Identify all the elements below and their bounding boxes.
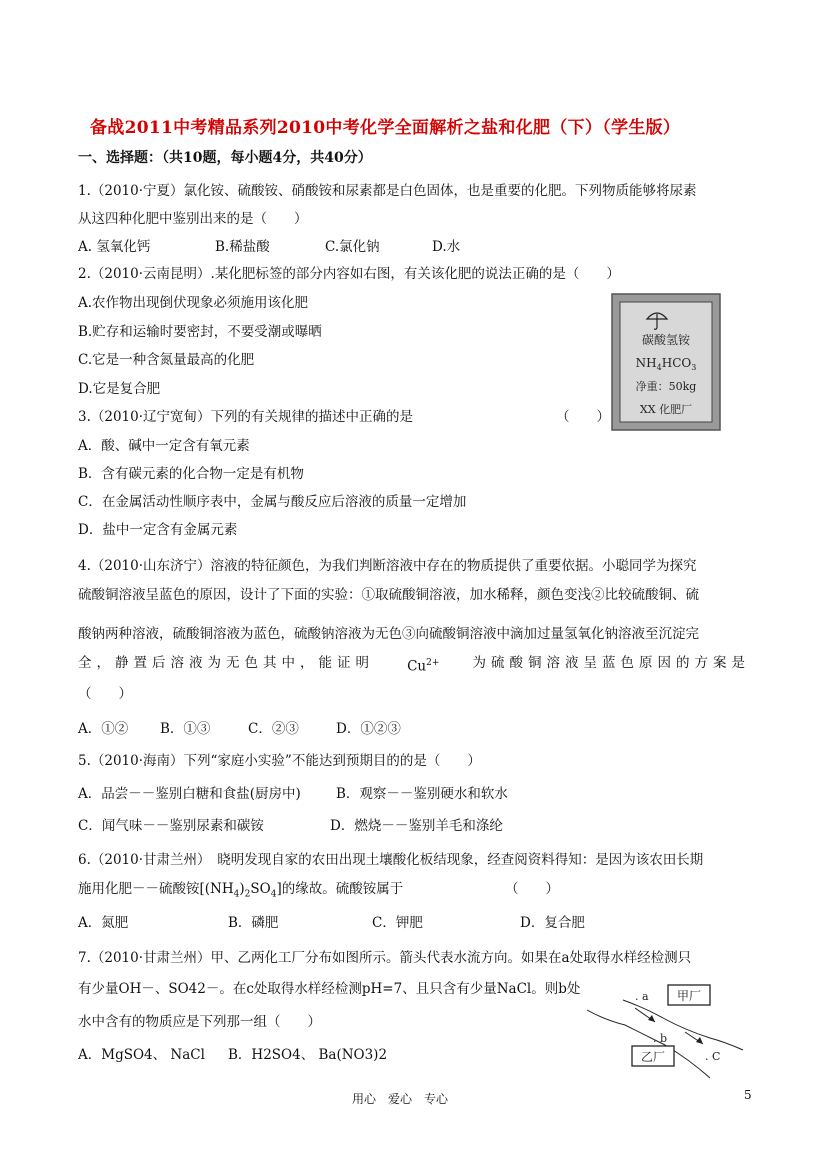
q7-line1: 7.（2010·甘肃兰州）甲、乙两化工厂分布如图所示。箭头代表水流方向。如果在a处取得水样经检测只: [78, 950, 692, 966]
q1-line2: 从这四种化肥中鉴别出来的是（ ）: [78, 211, 308, 227]
point-b-label: . b: [653, 1032, 668, 1045]
factory2-label: 乙厂: [640, 1050, 666, 1064]
q1-option-b: B.稀盐酸: [215, 239, 270, 255]
q6-line1: 6.（2010·甘肃兰州） 晓明发现自家的农田出现土壤酸化板结现象，经查阅资料得知：是因为该农田长期: [78, 852, 704, 868]
q4-option-d: D．①②③: [336, 721, 401, 737]
q6-answer-paren: （ ）: [505, 881, 559, 897]
label-factory: XX 化肥厂: [639, 403, 693, 416]
q3-option-d: D．盐中一定含有金属元素: [78, 522, 238, 538]
q2-option-d: D.它是复合肥: [78, 381, 161, 397]
q4-option-c: C．②③: [248, 721, 299, 737]
page-number: 5: [744, 1088, 752, 1102]
q2-stem: 2.（2010·云南昆明）.某化肥标签的部分内容如右图，有关该化肥的说法正确的是（ ）: [78, 266, 620, 282]
q5-option-c: C．闻气味－－鉴别尿素和碳铵: [78, 818, 264, 834]
q4-ion: $Cu^{2+}$: [407, 658, 440, 675]
q6-option-b: B．磷肥: [228, 915, 279, 931]
q6-option-d: D．复合肥: [520, 915, 585, 931]
q4-line5: （ ）: [78, 686, 132, 702]
q3-option-c: C．在金属活动性顺序表中，金属与酸反应后溶液的质量一定增加: [78, 494, 467, 510]
label-formula: $NH_4HCO_3$: [635, 356, 697, 372]
q6-option-c: C．钾肥: [372, 915, 423, 931]
factory1-label: 甲厂: [676, 989, 702, 1003]
q2-option-b: B.贮存和运输时要密封，不要受潮或曝晒: [78, 324, 322, 340]
q4-line4: [78, 654, 750, 676]
q7-line3: 水中含有的物质应是下列那一组（ ）: [78, 1014, 321, 1030]
q4-line4-part1: 全，静置后溶液为无色其中，能证明: [78, 655, 374, 671]
q6-line2: 施用化肥－－硫酸铵$[(NH_4)_2SO_4]$的缘故。硫酸铵属于: [78, 881, 404, 900]
q4-option-a: A．①②: [78, 721, 129, 737]
q4-line4-part2: 为硫酸铜溶液呈蓝色原因的方案是: [472, 655, 750, 671]
fertilizer-label-image: [611, 293, 721, 431]
q3-answer-paren: （ ）: [556, 409, 610, 425]
point-a-label: . a: [635, 990, 649, 1003]
q7-line2: 有少量OH－、SO42－。在c处取得水样经检测pH=7、且只含有少量NaCl。则b处: [78, 981, 581, 997]
section-heading: 一、选择题：（共10题，每小题4分，共40分）: [78, 150, 372, 166]
q7-option-b: B．H2SO4、 Ba(NO3)2: [228, 1047, 388, 1063]
label-name: 碳酸氢铵: [641, 333, 691, 347]
q2-option-c: C.它是一种含氮量最高的化肥: [78, 352, 255, 368]
document-title: 备战2011中考精品系列2010中考化学全面解析之盐和化肥（下）（学生版）: [90, 118, 681, 138]
q4-option-b: B．①③: [160, 721, 211, 737]
point-c-label: . C: [705, 1050, 721, 1063]
q3-option-b: B．含有碳元素的化合物一定是有机物: [78, 466, 304, 482]
label-weight: 净重：50kg: [635, 380, 697, 393]
q1-option-a: A. 氢氧化钙: [78, 239, 151, 255]
q4-line1: 4.（2010·山东济宁）溶液的特征颜色，为我们判断溶液中存在的物质提供了重要依据。小聪同学为探究: [78, 558, 697, 574]
q5-option-a: A．品尝－－鉴别白糖和食盐(厨房中): [78, 786, 301, 802]
factory-river-diagram: [585, 980, 745, 1080]
q3-stem: 3.（2010·辽宁宽甸）下列的有关规律的描述中正确的是: [78, 409, 414, 425]
q6-option-a: A．氮肥: [78, 915, 129, 931]
q2-option-a: A.农作物出现倒伏现象必须施用该化肥: [78, 295, 309, 311]
q4-line2: 硫酸铜溶液呈蓝色的原因，设计了下面的实验：①取硫酸铜溶液，加水稀释，颜色变浅②比较硫酸铜、硫: [78, 587, 699, 603]
q1-option-d: D.水: [432, 239, 461, 255]
q4-line3: 酸钠两种溶液，硫酸铜溶液为蓝色，硫酸钠溶液为无色③向硫酸铜溶液中滴加过量氢氧化钠溶液至沉淀完: [78, 626, 699, 642]
q1-option-c: C.氯化钠: [325, 239, 380, 255]
q5-option-b: B．观察－－鉴别硬水和软水: [336, 786, 508, 802]
q5-stem: 5.（2010·海南）下列“家庭小实验”不能达到预期目的的是（ ）: [78, 753, 481, 769]
q3-option-a: A．酸、碱中一定含有氧元素: [78, 438, 250, 454]
q1-line1: 1.（2010·宁夏）氯化铵、硫酸铵、硝酸铵和尿素都是白色固体，也是重要的化肥。下列物质能够将尿素: [78, 183, 697, 199]
page-footer: 用心 爱心 专心: [352, 1092, 449, 1106]
q5-option-d: D．燃烧－－鉴别羊毛和涤纶: [330, 818, 503, 834]
q7-option-a: A．MgSO4、 NaCl: [78, 1047, 205, 1063]
